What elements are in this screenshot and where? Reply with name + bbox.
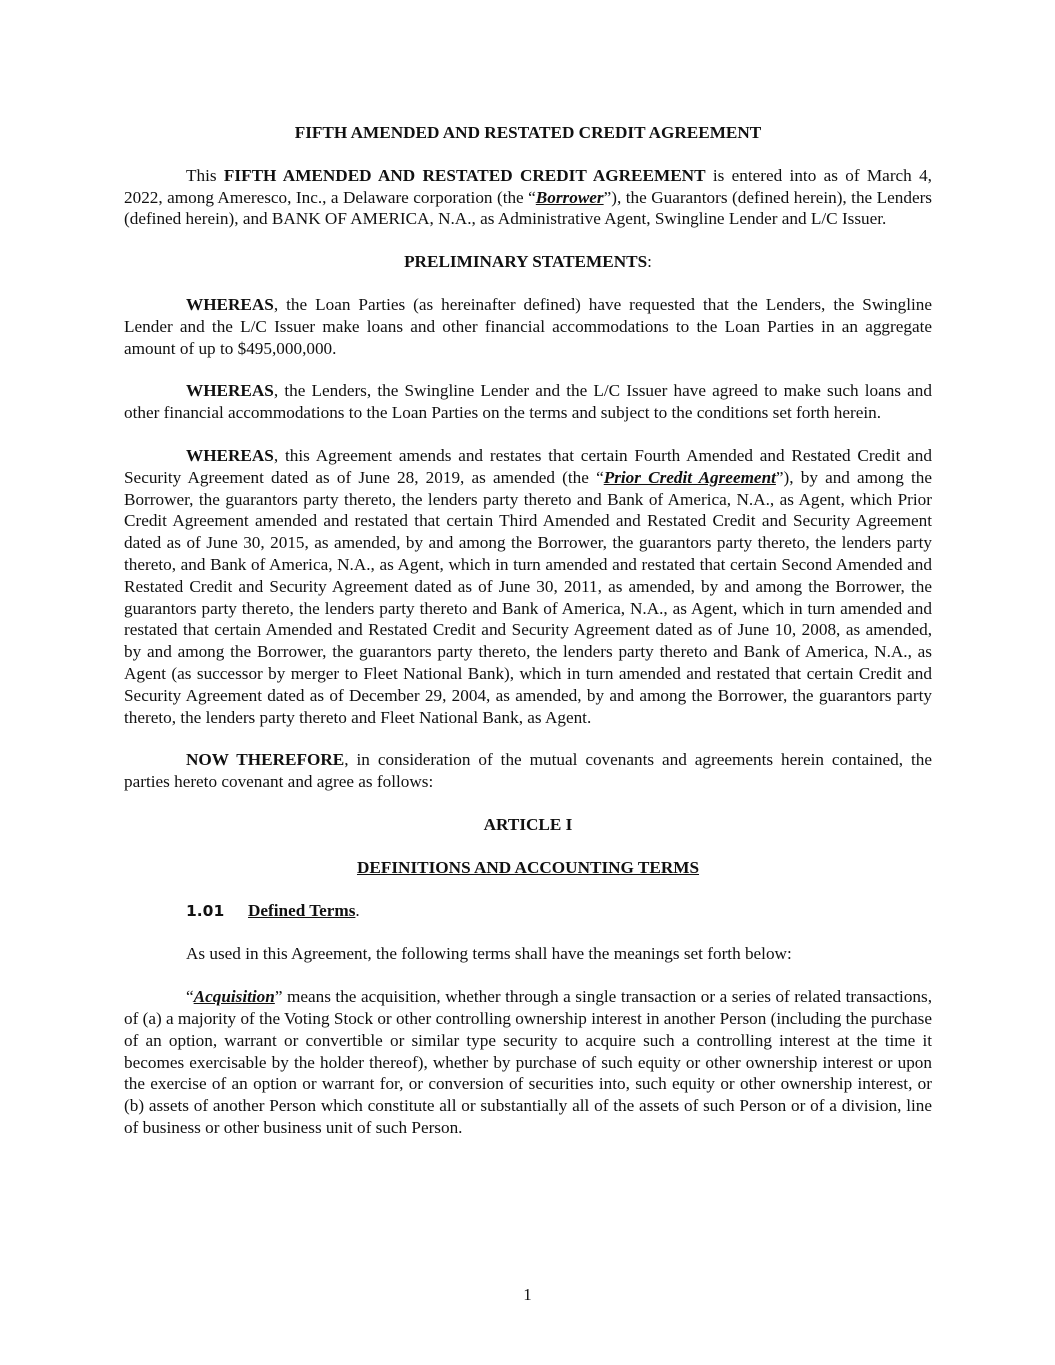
preliminary-heading-text: PRELIMINARY STATEMENTS xyxy=(404,252,648,272)
whereas-text: , the Lenders, the Swingline Lender and the L/C Issuer have agreed to make such loans and other financial accommodations to the Loan Parties on the terms and subject to the conditions set forth herein. xyxy=(124,381,932,423)
acquisition-term: Acquisition xyxy=(193,987,275,1007)
section-number: 1.01 xyxy=(186,901,225,920)
section-heading xyxy=(186,900,932,923)
now-therefore-text: , in consideration of the mutual covenants and agreements herein contained, the parties hereto covenant and agree as follows: xyxy=(124,750,932,792)
article-title xyxy=(124,857,932,879)
article-heading: ARTICLE I xyxy=(483,814,573,834)
page-number: 1 xyxy=(523,1285,532,1304)
preliminary-heading-colon: : xyxy=(647,252,652,272)
intro-paragraph xyxy=(124,165,932,230)
acquisition-text: ” means the acquisition, whether through a single transaction or a series of related transactions, of (a) a majority of the Voting Stock or other controlling ownership interest in another Person (including the purchase of an option, warrant or convertible or similar type security to acquire such a controlling interest at the time it becomes exercisable by the holder thereof), whether by purchase of such equity or other ownership interest or upon the exercise of an option or warrant for, or conversion of securities into, such equity or other ownership interest, or (b) assets of another Person which constitute all or substantially all of the assets of such Person or of a division, line of business or other business unit of such Person. xyxy=(124,987,932,1137)
document-page xyxy=(124,122,932,1160)
whereas-paragraph-2 xyxy=(124,380,932,424)
article-title-text: DEFINITIONS AND ACCOUNTING TERMS xyxy=(356,857,700,877)
preliminary-heading xyxy=(124,251,932,273)
whereas-paragraph-1 xyxy=(124,294,932,359)
whereas-paragraph-3 xyxy=(124,445,932,728)
document-title: FIFTH AMENDED AND RESTATED CREDIT AGREEMENT xyxy=(294,123,762,142)
whereas-lead: WHEREAS xyxy=(186,445,274,465)
open-quote: “ xyxy=(186,987,194,1007)
whereas-text-1: , this Agreement amends and restates that certain Fourth Amended and Restated Credit and Security Agreement dated as of June 28, 2019, as amended (the “ xyxy=(124,445,932,487)
acquisition-definition xyxy=(124,986,932,1139)
whereas-text: , the Loan Parties (as hereinafter defined) have requested that the Lenders, the Swingline Lender and the L/C Issuer make loans and other financial accommodations to the Loan Parties in an aggregate amount of up to $495,000,000. xyxy=(124,294,932,358)
now-therefore-paragraph xyxy=(124,749,932,793)
intro-text-1: This xyxy=(186,165,224,185)
intro-text-3: ”), the Guarantors (defined herein), the Lenders (defined herein), and BANK OF AMERICA, N.A., as Administrative Agent, Swingline Lender and L/C Issuer. xyxy=(124,187,932,229)
now-therefore-lead: NOW THEREFORE xyxy=(186,750,345,770)
section-title: Defined Terms xyxy=(248,900,356,920)
section-title-period: . xyxy=(355,900,360,920)
agreement-name: FIFTH AMENDED AND RESTATED CREDIT AGREEMENT xyxy=(223,165,706,185)
as-used-paragraph: As used in this Agreement, the following terms shall have the meanings set forth below: xyxy=(186,944,792,964)
whereas-text-2: ”), by and among the Borrower, the guarantors party thereto, the lenders party thereto and Bank of America, N.A., as Agent, which Prior Credit Agreement amended and restated that certain Third Amended and Restated Credit and Security Agreement dated as of June 30, 2015, as amended, by and among the Borrower, the guarantors party thereto, the lenders party thereto, and Bank of America, N.A., as Agent, which in turn amended and restated that certain Second Amended and Restated Credit and Security Agreement dated as of June 30, 2011, as amended, by and among the Borrower, the guarantors party thereto, the lenders party thereto and Bank of America, N.A., as Agent, which in turn amended and restated that certain Amended and Restated Credit and Security Agreement dated as of June 10, 2008, as amended, by and among the Borrower, the guarantors party thereto, the lenders party thereto and Bank of America, N.A., as Agent (as successor by merger to Fleet National Bank), which in turn amended and restated that certain Credit and Security Agreement dated as of December 29, 2004, as amended, by and among the Borrower, the guarantors party thereto, the lenders party thereto and Fleet National Bank, as Agent. xyxy=(124,467,932,727)
prior-credit-agreement-term: Prior Credit Agreement xyxy=(603,467,776,487)
whereas-lead: WHEREAS xyxy=(186,294,274,314)
whereas-lead: WHEREAS xyxy=(186,381,274,401)
intro-text-2: is entered into as of March 4, 2022, among Ameresco, Inc., a Delaware corporation (the “ xyxy=(124,165,932,207)
borrower-term: Borrower xyxy=(535,187,604,207)
